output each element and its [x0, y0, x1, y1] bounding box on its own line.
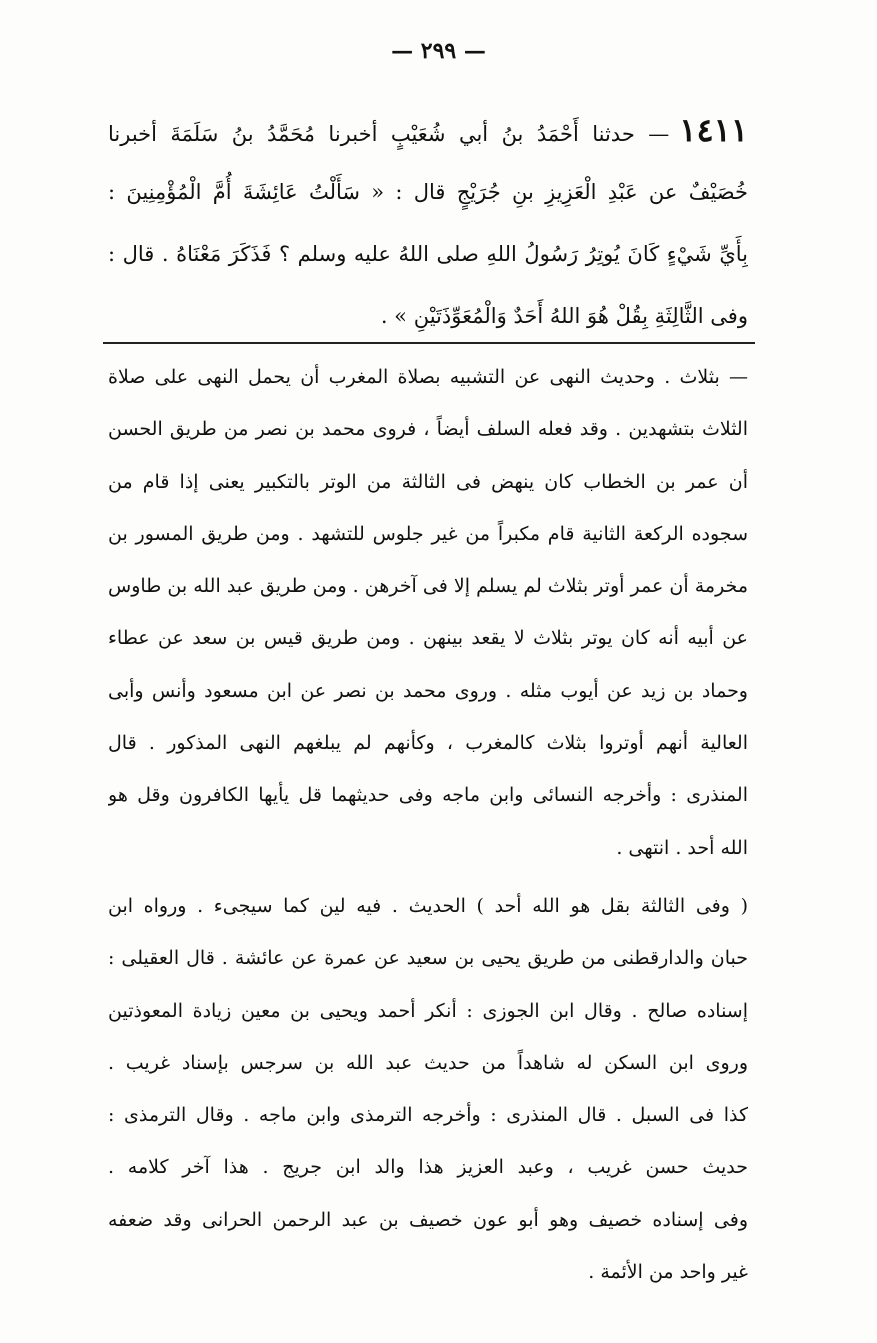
- commentary-line: عن أبيه أنه كان يوتر بثلاث لا يقعد بينهن . ومن طريق قيس بن سعد عن عطاء: [108, 627, 748, 650]
- hadith-line-3: بِأَيِّ شَيْءٍ كَانَ يُوتِرُ رَسُولُ اللهِ صلى اللهُ عليه وسلم ؟ فَذَكَرَ مَعْنَاهُ . قال :: [108, 242, 748, 266]
- commentary-line: وحماد بن زيد عن أيوب مثله . وروى محمد بن نصر عن ابن مسعود وأنس وأبى: [108, 679, 748, 702]
- page-number: — ٢٩٩ —: [391, 38, 486, 64]
- commentary-line: إسناده صالح . وقال ابن الجوزى : أنكر أحمد ويحيى بن معين زيادة المعوذتين: [108, 999, 748, 1022]
- commentary-line: حديث حسن غريب ، وعبد العزيز هذا والد ابن جريج . هذا آخر كلامه .: [108, 1156, 748, 1179]
- commentary-line: سجوده الركعة الثانية قام مكبراً من غير جلوس للتشهد . ومن طريق المسور بن: [108, 522, 748, 545]
- hadith-line-1: [108, 108, 748, 170]
- commentary-line: حبان والدارقطنى من طريق يحيى بن سعيد عن عمرة عن عائشة . قال العقيلى :: [108, 947, 748, 970]
- commentary-line: الله أحد . انتهى .: [616, 836, 748, 859]
- commentary-line: مخرمة أن عمر أوتر بثلاث لم يسلم إلا فى آخرهن . ومن طريق عبد الله بن طاوس: [108, 575, 748, 598]
- commentary-line: وروى ابن السكن له شاهداً من حديث عبد الله بن سرجس بإسناد غريب .: [108, 1051, 748, 1074]
- commentary-block: [108, 355, 748, 1302]
- commentary-line: الثلاث بتشهدين . وقد فعله السلف أيضاً ، فروى محمد بن نصر من طريق الحسن: [108, 418, 748, 441]
- commentary-line: كذا فى السبل . قال المنذرى : وأخرجه الترمذى وابن ماجه . وقال الترمذى :: [108, 1104, 748, 1127]
- hadith-line-4: وفى الثَّالِثَةِ بِقُلْ هُوَ اللهُ أَحَدٌ وَالْمُعَوِّذَتَيْنِ » .: [380, 304, 748, 328]
- commentary-line: العالية أنهم أوتروا بثلاث كالمغرب ، وكأنهم لم يبلغهم النهى المذكور . قال: [108, 732, 748, 755]
- commentary-line: المنذرى : وأخرجه النسائى وابن ماجه وفى حديثهما قل يأيها الكافرون وقل هو: [108, 784, 748, 807]
- hadith-number: ١٤١١: [679, 111, 748, 149]
- commentary-line: — بثلاث . وحديث النهى عن التشبيه بصلاة المغرب أن يحمل النهى على صلاة: [108, 366, 748, 388]
- commentary-line: ( وفى الثالثة بقل هو الله أحد ) الحديث . فيه لين كما سيجىء . ورواه ابن: [108, 894, 748, 917]
- hadith-line-2: خُصَيْفٌ عن عَبْدِ الْعَزِيزِ بنِ جُرَيْجٍ قال : « سَأَلْتُ عَائِشَةَ أُمَّ الْمُؤْمِنِينَ :: [108, 180, 748, 204]
- footnote-divider: [103, 342, 755, 344]
- hadith-line-text: — حدثنا أَحْمَدُ بنُ أبي شُعَيْبٍ أخبرنا مُحَمَّدُ بنُ سَلَمَةَ أخبرنا: [108, 122, 670, 146]
- hadith-block: [108, 108, 748, 356]
- commentary-line: أن عمر بن الخطاب كان ينهض فى الثالثة من الوتر بالتكبير يعنى إذا قام من: [108, 470, 748, 493]
- commentary-line: وفى إسناده خصيف وهو أبو عون خصيف بن عبد الرحمن الحرانى وقد ضعفه: [108, 1208, 748, 1231]
- commentary-line: غير واحد من الأئمة .: [588, 1261, 748, 1284]
